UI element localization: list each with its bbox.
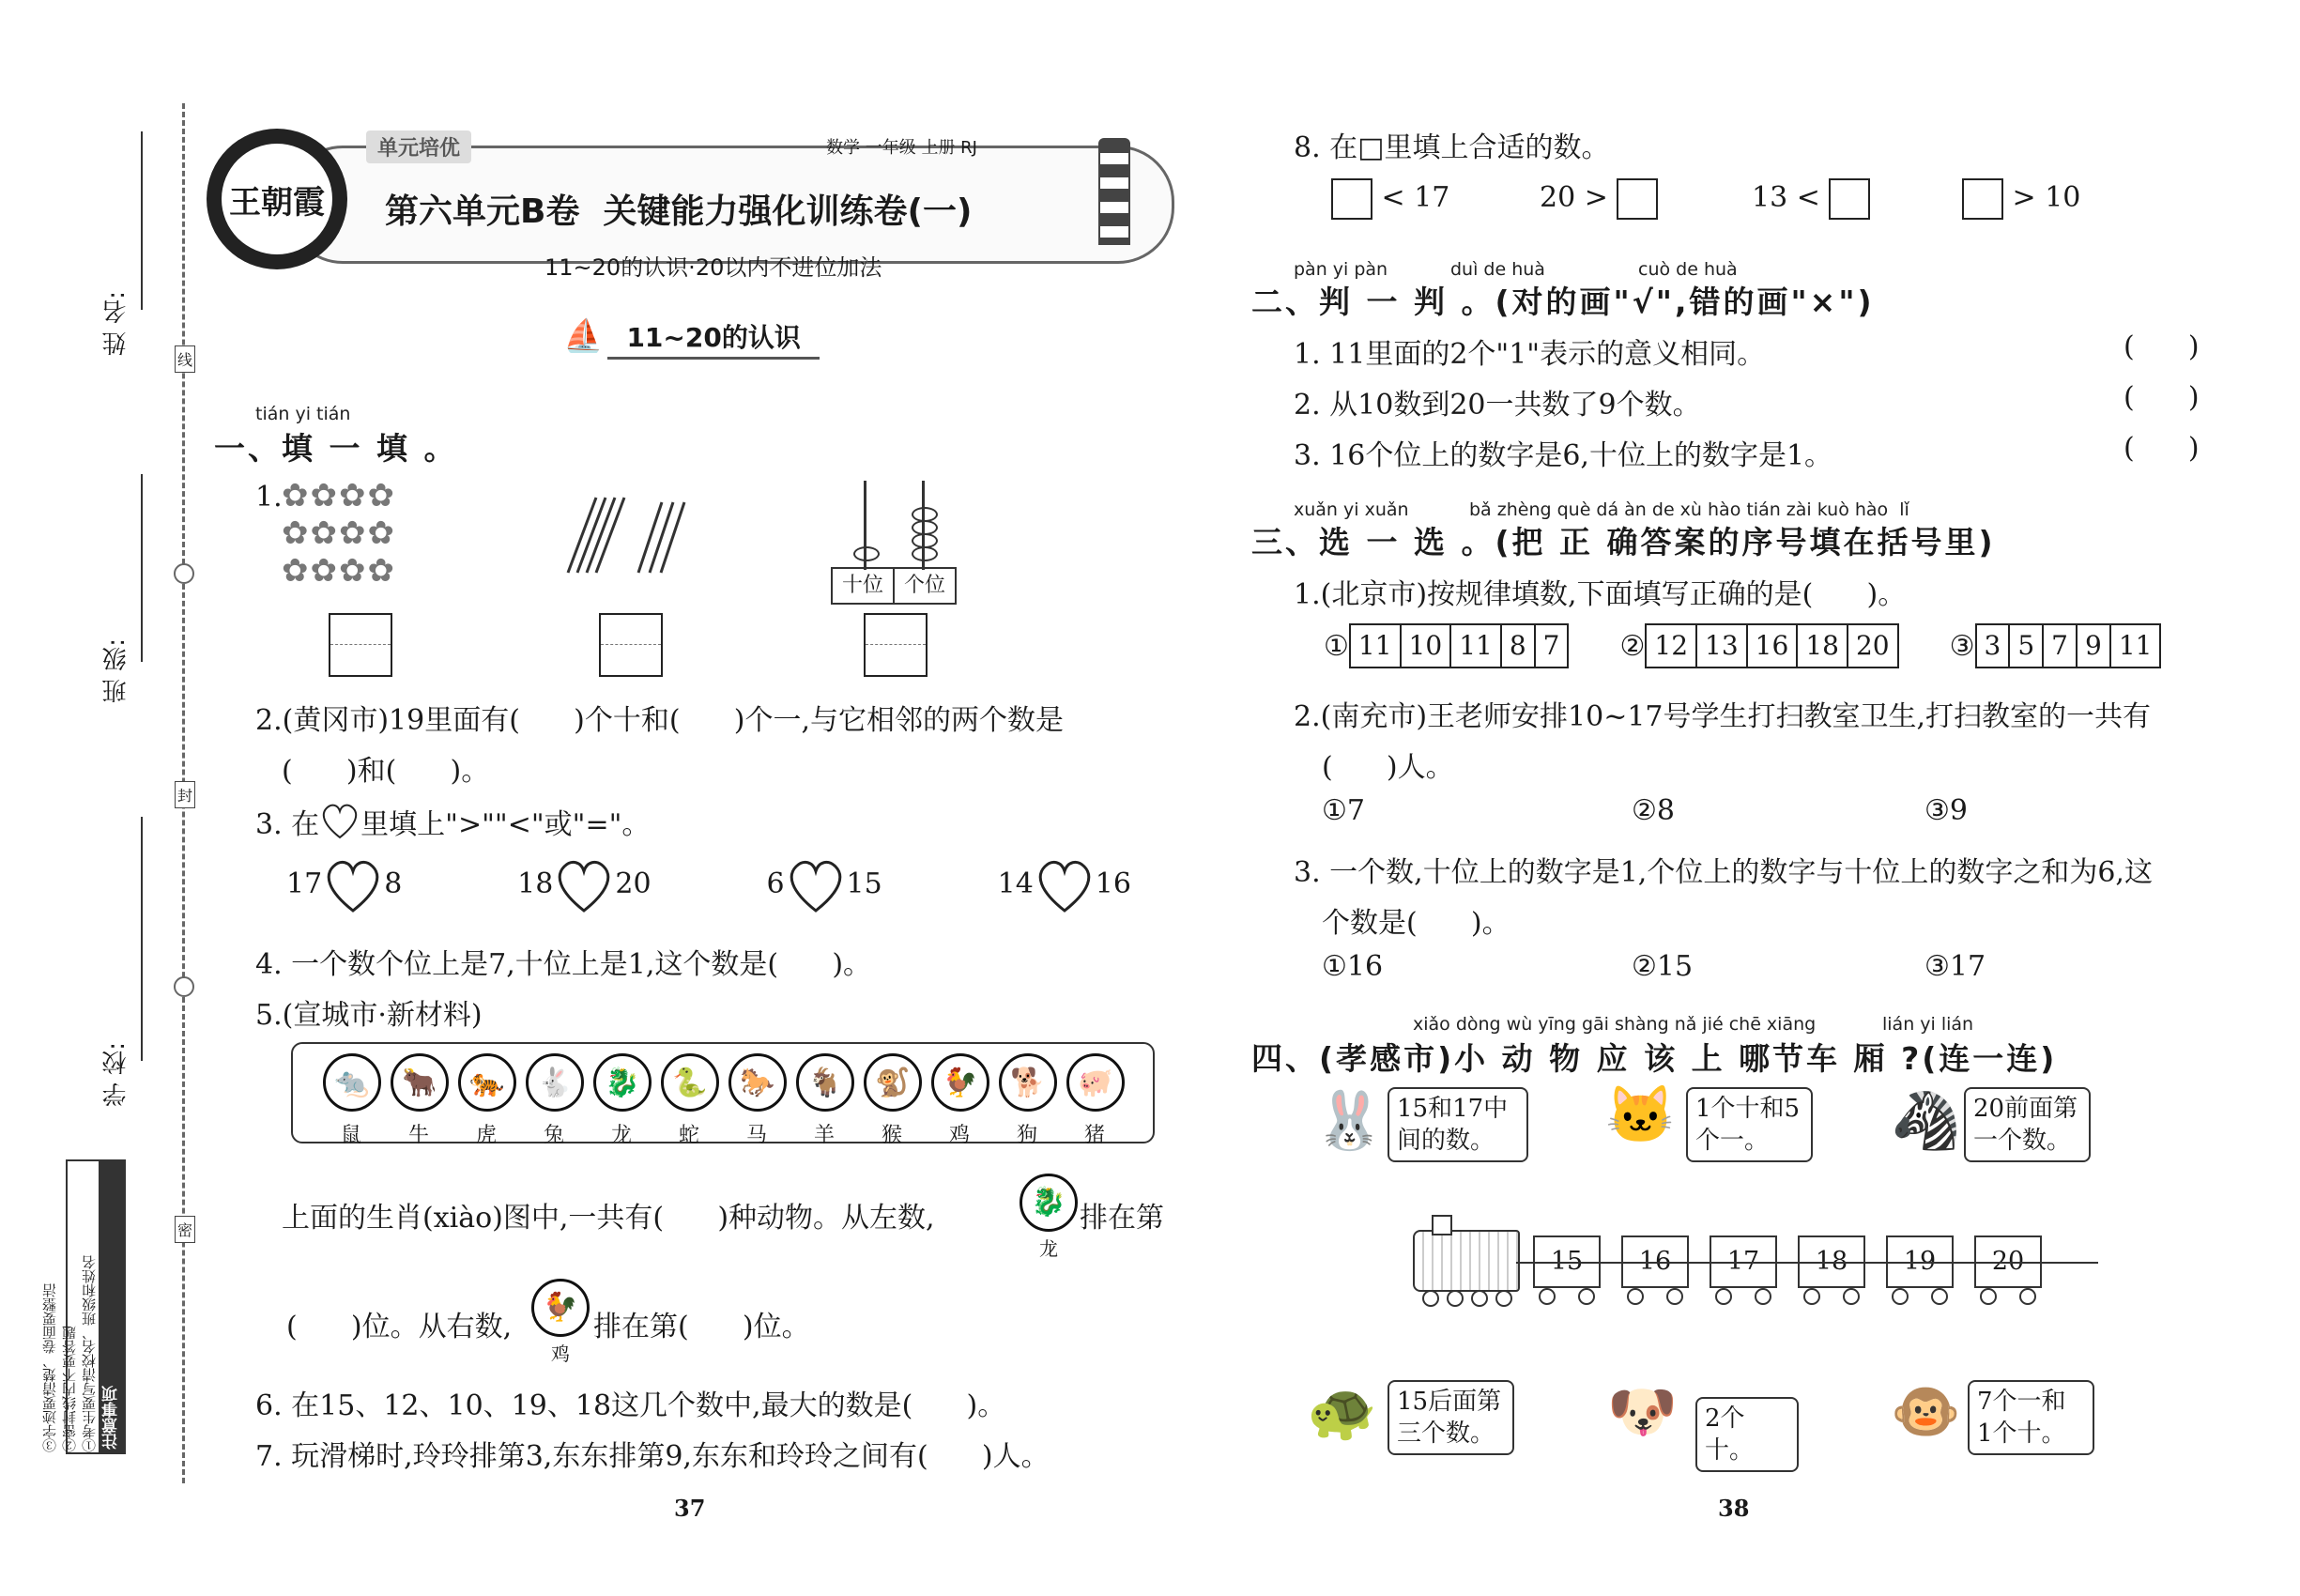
zodiac-monkey: 🐒 猴 <box>864 1053 920 1148</box>
q1-answer-box-3[interactable] <box>864 613 928 677</box>
abacus <box>831 481 958 598</box>
zodiac-tiger: 🐅 虎 <box>458 1053 514 1148</box>
snake-icon: 🐍 <box>661 1053 719 1112</box>
q8-item-3: 13 < <box>1752 178 1870 220</box>
notes-2: ②密封线内不要答题 <box>61 1326 78 1452</box>
s3-q1-option-2[interactable]: ② 12 13 16 18 20 <box>1619 623 1898 668</box>
s2-paren-1[interactable]: ( ) <box>2124 330 2200 363</box>
s2-item-1: 1. 11里面的2个"1"表示的意义相同。 <box>1294 338 1766 371</box>
zodiac-rat: 🐀 鼠 <box>323 1053 379 1148</box>
ox-icon: 🐂 <box>391 1053 449 1112</box>
s3-q2-line2: ( )人。 <box>1322 751 1454 784</box>
dragon-icon-inline: 🐉 龙 <box>1020 1174 1078 1261</box>
rabbit-icon[interactable]: 🐰 <box>1314 1088 1385 1154</box>
q3-suffix: 里填上">""<"或"="。 <box>360 808 651 841</box>
zodiac-horse: 🐎 马 <box>728 1053 785 1148</box>
s3-q1: 1.(北京市)按规律填数,下面填写正确的是( )。 <box>1294 578 1907 611</box>
q8-answer-box[interactable] <box>1617 178 1658 220</box>
header <box>207 117 1173 282</box>
q3-item-2[interactable]: 18 20 <box>517 854 651 916</box>
q2-line1: 2.(黄冈市)19里面有( )个十和( )个一,与它相邻的两个数是 <box>255 704 1064 737</box>
seal-char-3: 密 <box>175 1216 195 1243</box>
seal-circle-2 <box>174 976 194 997</box>
s2-pinyin-2: duì de huà <box>1450 259 1545 280</box>
heart-icon[interactable] <box>322 854 384 916</box>
train-car-18[interactable]: 18 <box>1798 1235 1865 1288</box>
q3-item-4[interactable]: 14 16 <box>998 854 1131 916</box>
zodiac-dog: 🐕 狗 <box>999 1053 1055 1148</box>
bubble-dog: 2个十。 <box>1695 1397 1799 1472</box>
stick-bundles-icon <box>554 488 704 582</box>
q5-line2-end: 排在第( )位。 <box>593 1311 810 1343</box>
monkey-icon[interactable]: 🐵 <box>1891 1379 1961 1445</box>
notes-3: ③字迹要清楚、卷面要整洁 <box>41 1283 58 1452</box>
seal-char-2: 封 <box>175 781 195 808</box>
s2-item-2: 2. 从10数到20一共数了9个数。 <box>1294 389 1701 422</box>
rat-icon: 🐀 <box>323 1053 381 1112</box>
bubble-turtle: 15后面第 三个数。 <box>1388 1380 1514 1455</box>
s3-q3-opt-2[interactable]: ②15 <box>1632 950 1694 983</box>
s2-paren-3[interactable]: ( ) <box>2124 432 2200 465</box>
s2-title: 二、判 一 判 。(对的画"√",错的画"×") <box>1251 284 1875 320</box>
seal-circle-1 <box>174 563 194 584</box>
train-car-15[interactable]: 15 <box>1533 1235 1601 1288</box>
zodiac-strip <box>291 1042 1155 1147</box>
heart-icon[interactable] <box>553 854 615 916</box>
section-banner-title: 11~20的认识 <box>607 322 819 360</box>
page-number-right: 38 <box>1718 1495 1750 1522</box>
q3-item-1[interactable]: 17 8 <box>286 854 402 916</box>
s3-q2-opt-2[interactable]: ②8 <box>1632 794 1675 827</box>
s2-pinyin-3: cuò de huà <box>1638 259 1738 280</box>
rooster-icon: 🐓 <box>931 1053 989 1112</box>
zodiac-pig: 🐖 猪 <box>1066 1053 1123 1148</box>
q5-title: 5.(宣城市·新材料) <box>255 999 483 1032</box>
s3-pinyin-2: bǎ zhèng què dá àn de xù hào tián zài kuò hào lǐ <box>1469 499 1909 520</box>
q5-line1-end: 排在第 <box>1080 1202 1164 1235</box>
q6: 6. 在15、12、10、19、18这几个数中,最大的数是( )。 <box>255 1389 1006 1422</box>
bubble-monkey: 7个一和 1个十。 <box>1968 1380 2094 1455</box>
s2-paren-2[interactable]: ( ) <box>2124 381 2200 414</box>
s4-pinyin-2: lián yi lián <box>1882 1014 1974 1035</box>
rabbit-icon: 🐇 <box>526 1053 584 1112</box>
zodiac-rooster: 🐓 鸡 <box>931 1053 988 1148</box>
q5-line1: 上面的生肖(xiào)图中,一共有( )种动物。从左数, <box>282 1202 935 1235</box>
s1-title: 一、填 一 填 。 <box>214 430 458 467</box>
school-line[interactable] <box>141 817 143 1061</box>
class-label: 班 级: <box>102 638 130 704</box>
zodiac-dragon: 🐉 龙 <box>593 1053 650 1148</box>
q8-item-2: 20 > <box>1540 178 1658 220</box>
q8-answer-box[interactable] <box>1331 178 1372 220</box>
s3-q3-opt-3[interactable]: ③17 <box>1924 950 1986 983</box>
turtle-icon[interactable]: 🐢 <box>1307 1379 1377 1445</box>
bubble-zebra: 20前面第 一个数。 <box>1964 1087 2091 1162</box>
locomotive-icon <box>1413 1230 1520 1292</box>
paper-subtitle: 11~20的认识·20以内不进位加法 <box>544 254 882 281</box>
q1-number: 1. <box>255 481 283 514</box>
section-banner <box>563 317 820 355</box>
bubble-cat: 1个十和5 个一。 <box>1686 1087 1813 1162</box>
s2-item-3: 3. 16个位上的数字是6,十位上的数字是1。 <box>1294 439 1833 472</box>
zodiac-ox: 🐂 牛 <box>391 1053 447 1148</box>
s1-pinyin: tián yi tián <box>255 404 351 424</box>
sailboat-icon: ⛵ <box>563 317 604 355</box>
seal-char-1: 线 <box>175 345 195 373</box>
train-car-16[interactable]: 16 <box>1621 1235 1689 1288</box>
s4-pinyin-1: xiǎo dòng wù yīng gāi shàng nǎ jié chē xiāng <box>1413 1014 1817 1035</box>
q5-line2: ( )位。从右数, <box>286 1311 513 1343</box>
s3-title: 三、选 一 选 。(把 正 确答案的序号填在括号里) <box>1251 524 1996 560</box>
rooster-icon-inline: 🐓 鸡 <box>531 1279 590 1366</box>
heart-icon[interactable] <box>1034 854 1096 916</box>
name-label: 姓 名: <box>102 291 130 357</box>
s4-title: 四、(孝感市)小 动 物 应 该 上 哪节车 厢 ?(连一连) <box>1251 1040 2058 1077</box>
binding-margin <box>0 0 216 1596</box>
train-car-20[interactable]: 20 <box>1974 1235 2042 1288</box>
abacus-tens-label: 十位 <box>833 569 895 603</box>
unit-tag: 单元培优 <box>366 130 471 163</box>
notes-box <box>41 1159 126 1454</box>
bubble-rabbit: 15和17中 间的数。 <box>1388 1087 1528 1162</box>
cat-icon[interactable]: 🐱 <box>1605 1082 1676 1148</box>
abacus-ones-label: 个位 <box>903 574 945 597</box>
class-line[interactable] <box>141 474 143 662</box>
q2-line2: ( )和( )。 <box>282 755 490 788</box>
school-label: 学 校: <box>102 1042 130 1108</box>
dragon-caption: 龙 <box>1039 1237 1058 1260</box>
q3-comparisons <box>286 854 1131 916</box>
q8-item-4: > 10 <box>1962 178 2080 220</box>
q1-answer-box-2[interactable] <box>599 613 663 677</box>
zebra-icon[interactable]: 🦓 <box>1891 1088 1961 1154</box>
heart-icon <box>319 800 360 841</box>
q8-answer-box[interactable] <box>1962 178 2003 220</box>
s3-q3-line2: 个数是( )。 <box>1322 907 1510 940</box>
q8-title: 8. 在□里填上合适的数。 <box>1294 131 1610 164</box>
s3-q1-option-1[interactable]: ① 11 10 11 8 7 <box>1324 623 1569 668</box>
brand-name: 王朝霞 <box>229 183 325 222</box>
paper-title: 第六单元B卷 关键能力强化训练卷(一) <box>385 192 973 231</box>
goat-icon: 🐐 <box>796 1053 854 1112</box>
notes-1: ①考生要写清校名、班级和姓名 <box>81 1255 98 1452</box>
q3-line <box>255 800 650 842</box>
train-car-17[interactable]: 17 <box>1710 1235 1777 1288</box>
zodiac-goat: 🐐 羊 <box>796 1053 852 1148</box>
s3-q2-opt-1[interactable]: ①7 <box>1322 794 1365 827</box>
q3-prefix: 3. 在 <box>255 808 320 841</box>
rooster-caption: 鸡 <box>551 1343 570 1365</box>
q3-item-3[interactable]: 6 15 <box>766 854 882 916</box>
name-line[interactable] <box>141 131 143 310</box>
tiger-icon: 🐅 <box>458 1053 516 1112</box>
q1-answer-box-1[interactable] <box>329 613 392 677</box>
s3-q2-line1: 2.(南充市)王老师安排10~17号学生打扫教室卫生,打扫教室的一共有 <box>1294 700 2152 733</box>
zodiac-snake: 🐍 蛇 <box>661 1053 717 1148</box>
s3-q2-opt-3[interactable]: ③9 <box>1924 794 1968 827</box>
pig-icon: 🐖 <box>1066 1053 1125 1112</box>
s2-pinyin-1: pàn yi pàn <box>1294 259 1388 280</box>
dog-icon[interactable]: 🐶 <box>1607 1379 1678 1445</box>
notes-title: 注意事项 <box>99 1161 124 1452</box>
heart-icon[interactable] <box>785 854 847 916</box>
q7: 7. 玩滑梯时,玲玲排第3,东东排第9,东东和玲玲之间有( )人。 <box>255 1440 1050 1473</box>
monkey-icon: 🐒 <box>864 1053 922 1112</box>
s3-q1-option-3[interactable]: ③ 3 5 7 9 11 <box>1950 623 2162 668</box>
s3-q1-options <box>1324 623 2161 668</box>
train-car-19[interactable]: 19 <box>1886 1235 1954 1288</box>
flower-grid: ✿✿✿✿ ✿✿✿✿ ✿✿✿✿ <box>282 477 396 590</box>
page-number-left: 37 <box>674 1495 706 1522</box>
brand-logo <box>207 129 347 269</box>
q8-answer-box[interactable] <box>1829 178 1870 220</box>
train <box>1413 1220 2089 1314</box>
dragon-icon: 🐉 <box>593 1053 652 1112</box>
grade-meta: 数学 一年级 上册 RJ <box>826 138 977 158</box>
s3-pinyin-1: xuǎn yi xuǎn <box>1294 499 1409 520</box>
horse-icon: 🐎 <box>728 1053 787 1112</box>
s3-q3-opt-1[interactable]: ①16 <box>1322 950 1384 983</box>
q8-item-1: < 17 <box>1331 178 1449 220</box>
s3-q3-line1: 3. 一个数,十位上的数字是1,个位上的数字与十位上的数字之和为6,这 <box>1294 856 2153 889</box>
q4: 4. 一个数个位上是7,十位上是1,这个数是( )。 <box>255 948 872 981</box>
zodiac-rabbit: 🐇 兔 <box>526 1053 582 1148</box>
dog-icon: 🐕 <box>999 1053 1057 1112</box>
lighthouse-icon <box>1098 138 1130 245</box>
